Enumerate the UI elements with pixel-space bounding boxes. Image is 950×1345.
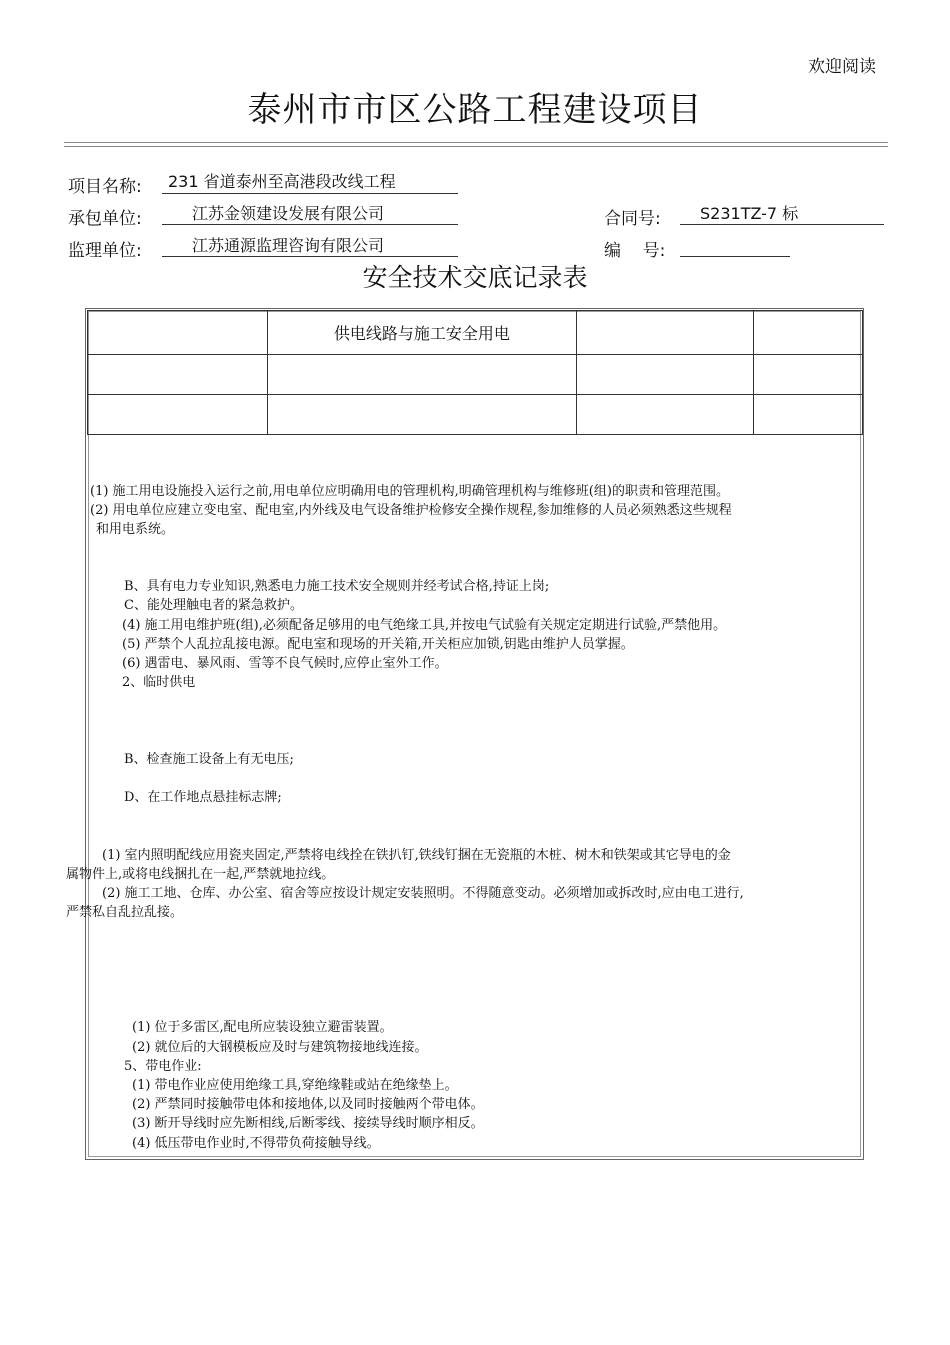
header-cell xyxy=(88,395,268,435)
header-cell xyxy=(753,395,862,435)
content-line: B、检查施工设备上有无电压; xyxy=(124,752,294,767)
number-value xyxy=(680,235,790,257)
supervisor-label: 监理单位: xyxy=(68,241,142,261)
header-cell xyxy=(576,355,753,395)
header-cell xyxy=(753,311,862,355)
welcome-text: 欢迎阅读 xyxy=(808,57,876,77)
contractor-value: 江苏金领建设发展有限公司 xyxy=(162,203,458,225)
content-line: (2) 施工工地、仓库、办公室、宿舍等应按设计规定安装照明。不得随意变动。必须增加或拆改时,应由电工进行, xyxy=(102,886,744,901)
content-line: 属物件上,或将电线捆扎在一起,严禁就地拉线。 xyxy=(66,867,335,882)
header-cell xyxy=(576,395,753,435)
content-line: B、具有电力专业知识,熟悉电力施工技术安全规则并经考试合格,持证上岗; xyxy=(124,579,550,594)
content-line: (3) 断开导线时应先断相线,后断零线、接续导线时顺序相反。 xyxy=(132,1116,484,1131)
content-line: 5、带电作业: xyxy=(124,1059,202,1074)
content-line: (1) 施工用电设施投入运行之前,用电单位应明确用电的管理机构,明确管理机构与维修班(组)的职责和管理范围。 xyxy=(90,484,729,499)
header-cell xyxy=(88,311,268,355)
contract-value: S231TZ-7 标 xyxy=(680,203,884,225)
header-table xyxy=(87,310,863,435)
content-line: (1) 带电作业应使用绝缘工具,穿绝缘鞋或站在绝缘垫上。 xyxy=(132,1078,458,1093)
content-line: (4) 施工用电维护班(组),必须配备足够用的电气绝缘工具,并按电气试验有关规定定期进行试验,严禁他用。 xyxy=(122,618,727,633)
number-label: 编 号: xyxy=(604,241,666,261)
title-divider-bottom xyxy=(64,146,888,147)
topic-text: 供电线路与施工安全用电 xyxy=(333,324,510,343)
project-label: 项目名称: xyxy=(68,177,142,197)
contractor-label: 承包单位: xyxy=(68,209,142,229)
header-cell xyxy=(576,311,753,355)
title-divider-top xyxy=(64,142,888,143)
content-line: (1) 位于多雷区,配电所应装设独立避雷装置。 xyxy=(132,1020,393,1035)
header-cell xyxy=(88,355,268,395)
content-line: (2) 用电单位应建立变电室、配电室,内外线及电气设备维护检修安全操作规程,参加维修的人员必须熟悉这些规程 xyxy=(90,503,732,518)
content-line: C、能处理触电者的紧急救护。 xyxy=(124,598,303,613)
content-line: (1) 室内照明配线应用瓷夹固定,严禁将电线拴在铁扒钉,铁线钉捆在无瓷瓶的木桩、树木和铁架或其它导电的金 xyxy=(102,848,731,863)
content-line: (5) 严禁个人乱拉乱接电源。配电室和现场的开关箱,开关柜应加锁,钥匙由维护人员掌握。 xyxy=(122,637,634,652)
header-cell xyxy=(267,355,576,395)
content-line: (6) 遇雷电、暴风雨、雪等不良气候时,应停止室外工作。 xyxy=(122,656,448,671)
content-line: (4) 低压带电作业时,不得带负荷接触导线。 xyxy=(132,1136,380,1151)
content-line: 和用电系统。 xyxy=(96,522,175,537)
form-title: 安全技术交底记录表 xyxy=(362,263,588,292)
topic-cell xyxy=(267,311,576,355)
project-value: 231 省道泰州至高港段改线工程 xyxy=(162,171,458,194)
content-line: 严禁私自乱拉乱接。 xyxy=(66,905,184,920)
content-line: 2、临时供电 xyxy=(122,675,196,690)
header-cell xyxy=(267,395,576,435)
content-line: (2) 就位后的大钢模板应及时与建筑物接地线连接。 xyxy=(132,1040,428,1055)
contract-label: 合同号: xyxy=(604,209,661,229)
header-cell xyxy=(753,355,862,395)
page-title: 泰州市市区公路工程建设项目 xyxy=(247,90,703,130)
supervisor-value: 江苏通源监理咨询有限公司 xyxy=(162,235,458,257)
content-line: D、在工作地点悬挂标志牌; xyxy=(124,790,282,805)
content-line: (2) 严禁同时接触带电体和接地体,以及同时接触两个带电体。 xyxy=(132,1097,484,1112)
